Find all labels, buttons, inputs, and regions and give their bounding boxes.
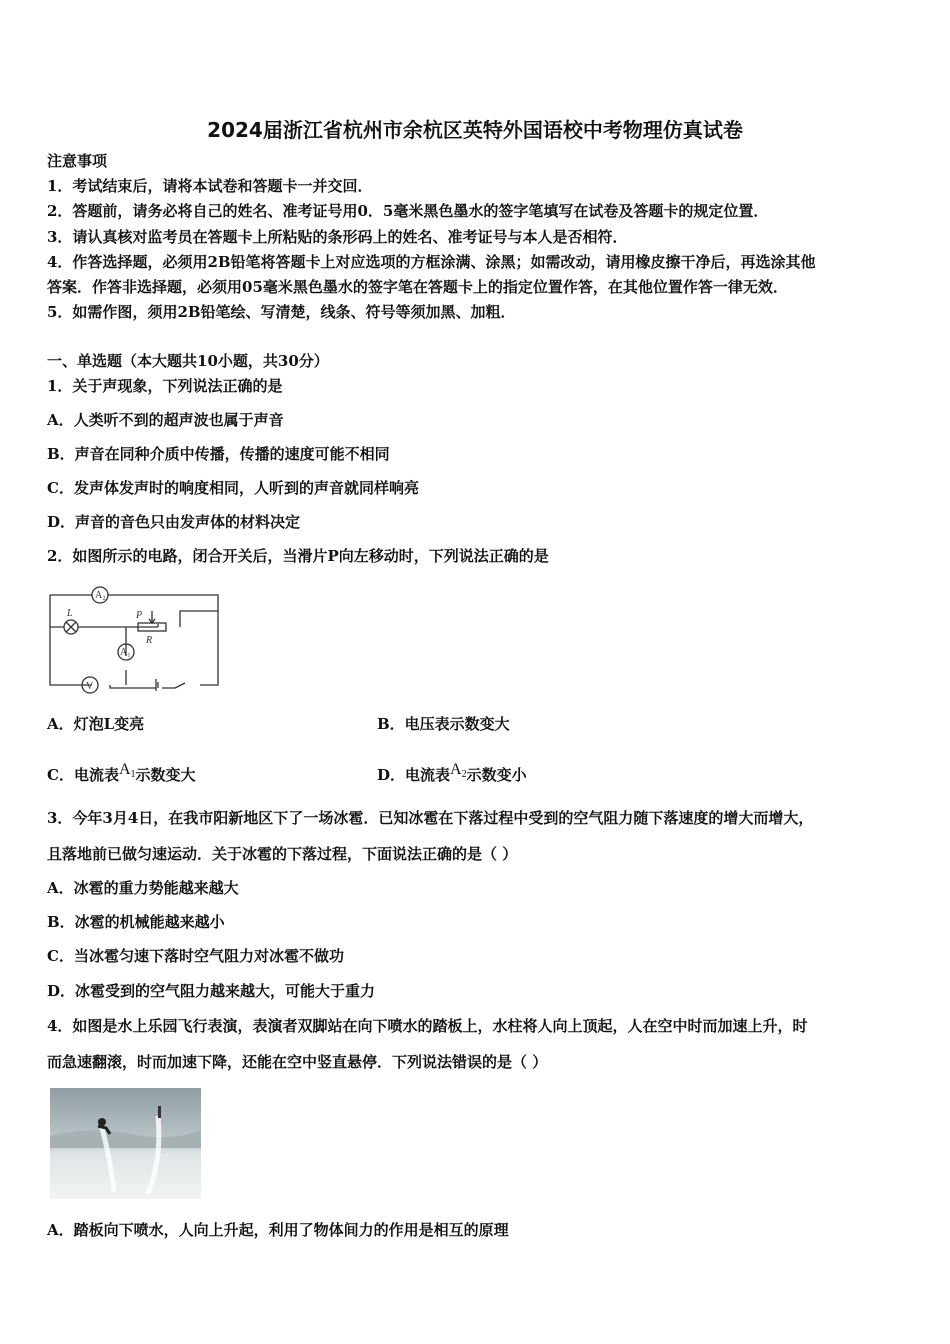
option: C．发声体发声时的响度相同，人听到的声音就同样响亮	[47, 479, 419, 497]
option: D．冰雹受到的空气阻力越来越大，可能大于重力	[47, 982, 376, 1000]
section-heading: 一、单选题（本大题共10小题，共30分）	[47, 352, 329, 370]
ammeter-symbol: A	[450, 761, 462, 778]
option: A．灯泡L变亮	[47, 715, 145, 733]
question-stem: 而急速翻滚，时而加速下降，还能在空中竖直悬停．下列说法错误的是（ ）	[47, 1053, 548, 1071]
option	[47, 760, 196, 785]
svg-text:A₂: A₂	[95, 590, 106, 601]
question-stem: 1．关于声现象，下列说法正确的是	[47, 377, 283, 395]
question-stem: 4．如图是水上乐园飞行表演，表演者双脚站在向下喷水的踏板上，水柱将人向上顶起，人在空中时而加速上升，时	[47, 1017, 808, 1035]
option-text: 示数变大	[135, 766, 196, 784]
svg-text:L: L	[67, 608, 73, 619]
notice-heading: 注意事项	[47, 152, 108, 170]
subscript: 2	[461, 769, 467, 780]
option: B．冰雹的机械能越来越小	[47, 913, 225, 931]
option	[377, 760, 527, 785]
question-stem: 2．如图所示的电路，闭合开关后，当滑片P向左移动时，下列说法正确的是	[47, 547, 549, 565]
notice-item: 4．作答选择题，必须用2B铅笔将答题卡上对应选项的方框涂满、涂黑；如需改动，请用橡皮擦干净后，再选涂其他	[47, 253, 816, 271]
option: B．电压表示数变大	[377, 715, 510, 733]
notice-item: 答案．作答非选择题，必须用05毫米黑色墨水的签字笔在答题卡上的指定位置作答，在其他位置作答一律无效．	[47, 278, 788, 296]
svg-text:V: V	[86, 681, 94, 692]
page-title: 2024届浙江省杭州市余杭区英特外国语校中考物理仿真试卷	[207, 118, 743, 142]
notice-item: 3．请认真核对监考员在答题卡上所粘贴的条形码上的姓名、准考证号与本人是否相符．	[47, 228, 628, 246]
option: A．冰雹的重力势能越来越大	[47, 879, 239, 897]
question-stem: 且落地前已做匀速运动．关于冰雹的下落过程，下面说法正确的是（ ）	[47, 845, 518, 863]
notice-item: 2．答题前，请务必将自己的姓名、准考证号用0．5毫米黑色墨水的签字笔填写在试卷及答题卡的规定位置．	[47, 202, 769, 220]
option-text: D．电流表	[377, 766, 451, 784]
flyboard-photo	[50, 1088, 201, 1199]
option: A．人类听不到的超声波也属于声音	[47, 411, 284, 429]
option: A．踏板向下喷水，人向上升起，利用了物体间力的作用是相互的原理	[47, 1221, 509, 1239]
option: B．声音在同种介质中传播，传播的速度可能不相同	[47, 445, 390, 463]
option-text: 示数变小	[466, 766, 527, 784]
svg-text:R: R	[146, 635, 153, 646]
notice-item: 5．如需作图，须用2B铅笔绘、写清楚，线条、符号等须加黑、加粗．	[47, 303, 516, 321]
option: D．声音的音色只由发声体的材料决定	[47, 513, 301, 531]
option: C．当冰雹匀速下落时空气阻力对冰雹不做功	[47, 947, 344, 965]
notice-item: 1．考试结束后，请将本试卷和答题卡一并交回．	[47, 177, 373, 195]
question-stem: 3．今年3月4日，在我市阳新地区下了一场冰雹．已知冰雹在下落过程中受到的空气阻力随下落速度的增大而增大，	[47, 809, 814, 827]
circuit-diagram	[40, 580, 240, 700]
svg-text:P: P	[136, 610, 143, 621]
ammeter-symbol: A	[118, 761, 131, 778]
subscript: 1	[130, 769, 136, 780]
option-text: C．电流表	[47, 766, 119, 784]
svg-text:A₁: A₁	[120, 647, 131, 658]
